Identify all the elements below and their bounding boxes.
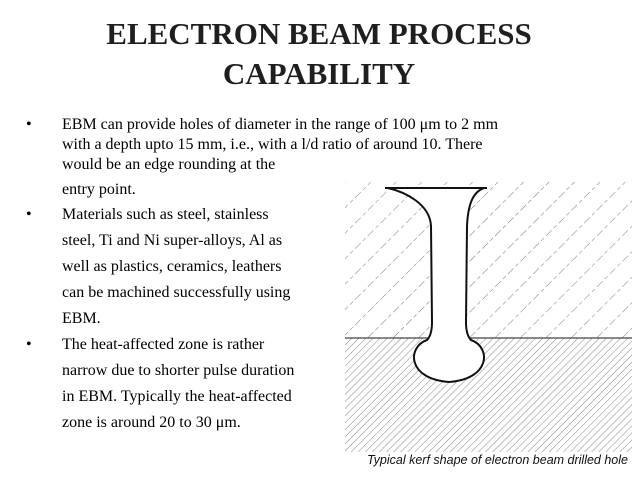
bullet-text-line: can be machined successfully using — [62, 284, 291, 301]
slide-title — [0, 14, 638, 94]
bullet-text-line: entry point. — [62, 181, 136, 198]
heat-affected-zone — [345, 338, 632, 452]
bullet-text-line: would be an edge rounding at the — [62, 156, 276, 173]
bullet-text-line: well as plastics, ceramics, leathers — [62, 258, 282, 275]
bullet-text-line: narrow due to shorter pulse duration — [62, 362, 295, 379]
workpiece-hatch-region — [345, 182, 632, 338]
bullet-text-line: with a depth upto 15 mm, i.e., with a l/d ratio of around 10. There — [62, 136, 483, 153]
bullet-marker: • — [26, 116, 32, 133]
bullet-text-line: EBM can provide holes of diameter in the range of 100 μm to 2 mm — [62, 116, 499, 133]
bullet-text-line: in EBM. Typically the heat-affected — [62, 388, 292, 405]
kerf-shape-figure — [345, 182, 632, 452]
bullet-text-line: EBM. — [62, 310, 101, 327]
bullet-marker: • — [26, 336, 32, 353]
bullet-marker: • — [26, 206, 32, 223]
slide-title-line-2: CAPABILITY — [222, 56, 416, 91]
bullet-text-line: The heat-affected zone is rather — [62, 336, 265, 353]
bullet-text-line: Materials such as steel, stainless — [62, 206, 269, 223]
figure-caption: Typical kerf shape of electron beam drilled hole — [366, 453, 628, 467]
bullet-text-line: zone is around 20 to 30 μm. — [62, 414, 241, 431]
bullet-text-line: steel, Ti and Ni super-alloys, Al as — [62, 232, 283, 249]
slide-title-line-1: ELECTRON BEAM PROCESS — [106, 16, 532, 51]
